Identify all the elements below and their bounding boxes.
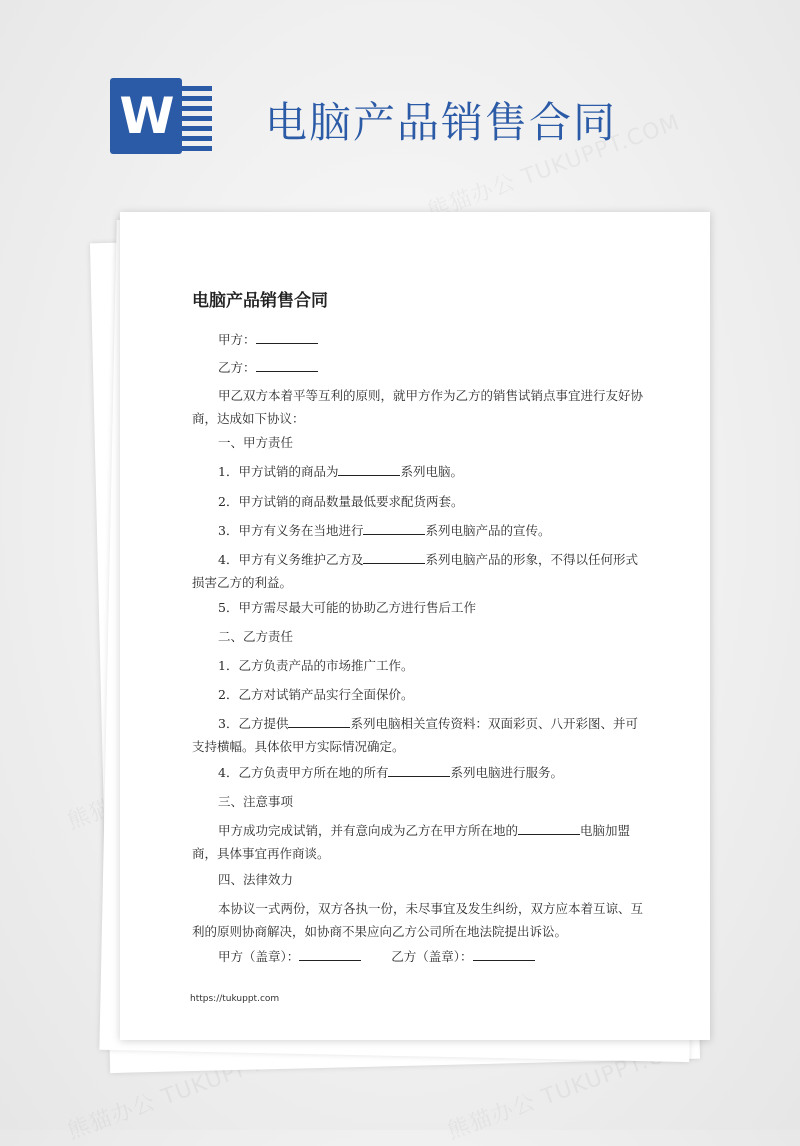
blank-field[interactable] bbox=[363, 549, 425, 564]
clause-text: 3．甲方有义务在当地进行 bbox=[218, 523, 364, 538]
clause-text: 电脑加盟商，具体事宜再作商谈。 bbox=[192, 823, 631, 861]
blank-field[interactable] bbox=[473, 946, 535, 961]
clause-text: 系列电脑产品的形象，不得以任何形式损害乙方的利益。 bbox=[192, 552, 638, 590]
blank-field[interactable] bbox=[288, 713, 350, 728]
clause-1-5: 5．甲方需尽最大可能的协助乙方进行售后工作 bbox=[218, 600, 476, 615]
word-lines-icon bbox=[182, 86, 212, 156]
clause-text: 4．乙方负责甲方所在地的所有 bbox=[218, 765, 389, 780]
blank-field[interactable] bbox=[363, 520, 425, 535]
clause-text: 系列电脑产品的宣传。 bbox=[425, 523, 551, 538]
clause-3-text bbox=[192, 819, 644, 865]
clause-1-3 bbox=[192, 519, 644, 542]
clause-text: 甲方成功完成试销，并有意向成为乙方在甲方所在地的 bbox=[218, 823, 519, 838]
party-b-line bbox=[192, 356, 644, 379]
clause-1-1 bbox=[192, 460, 644, 483]
party-a-label: 甲方： bbox=[218, 332, 256, 347]
blank-field[interactable] bbox=[299, 946, 361, 961]
section-1-heading: 一、甲方责任 bbox=[218, 435, 294, 450]
clause-2-3 bbox=[192, 712, 644, 758]
blank-field[interactable] bbox=[256, 329, 318, 344]
intro-paragraph: 甲乙双方本着平等互利的原则，就甲方作为乙方的销售试销点事宜进行友好协商，达成如下协议： bbox=[192, 388, 644, 426]
clause-2-1: 1．乙方负责产品的市场推广工作。 bbox=[218, 658, 414, 673]
clause-text: 系列电脑进行服务。 bbox=[450, 765, 563, 780]
section-3-heading: 三、注意事项 bbox=[218, 794, 294, 809]
party-b-label: 乙方： bbox=[218, 360, 256, 375]
document-title: 电脑产品销售合同 bbox=[192, 291, 328, 311]
clause-text: 4．甲方有义务维护乙方及 bbox=[218, 552, 364, 567]
banner-title: 电脑产品销售合同 bbox=[265, 98, 618, 147]
blank-field[interactable] bbox=[518, 820, 580, 835]
document-page bbox=[120, 212, 710, 1040]
clause-text: 系列电脑相关宣传资料：双面彩页、八开彩图、并可支持横幅。具体依甲方实际情况确定。 bbox=[192, 716, 638, 754]
clause-4-text: 本协议一式两份，双方各执一份，未尽事宜及发生纠纷，双方应本着互谅、互利的原则协商解决，如协商不果应向乙方公司所在地法院提出诉讼。 bbox=[192, 901, 644, 939]
clause-1-4 bbox=[192, 548, 644, 594]
clause-2-4 bbox=[192, 761, 644, 784]
clause-text: 1．甲方试销的商品为 bbox=[218, 464, 339, 479]
footer-url: https://tukuppt.com bbox=[190, 994, 280, 1004]
signature-line bbox=[192, 945, 644, 968]
blank-field[interactable] bbox=[338, 461, 400, 476]
section-2-heading: 二、乙方责任 bbox=[218, 629, 294, 644]
sign-a-label: 甲方（盖章）： bbox=[218, 949, 300, 964]
clause-text: 系列电脑。 bbox=[400, 464, 463, 479]
party-a-line bbox=[192, 328, 644, 351]
section-4-heading: 四、法律效力 bbox=[218, 872, 294, 887]
blank-field[interactable] bbox=[256, 357, 318, 372]
word-app-icon bbox=[110, 72, 215, 160]
clause-text: 3．乙方提供 bbox=[218, 716, 289, 731]
word-logo-letter: W bbox=[110, 78, 182, 154]
clause-2-2: 2．乙方对试销产品实行全面保价。 bbox=[218, 687, 414, 702]
blank-field[interactable] bbox=[388, 762, 450, 777]
clause-1-2: 2．甲方试销的商品数量最低要求配货两套。 bbox=[218, 494, 464, 509]
sign-b-label: 乙方（盖章）： bbox=[391, 949, 473, 964]
